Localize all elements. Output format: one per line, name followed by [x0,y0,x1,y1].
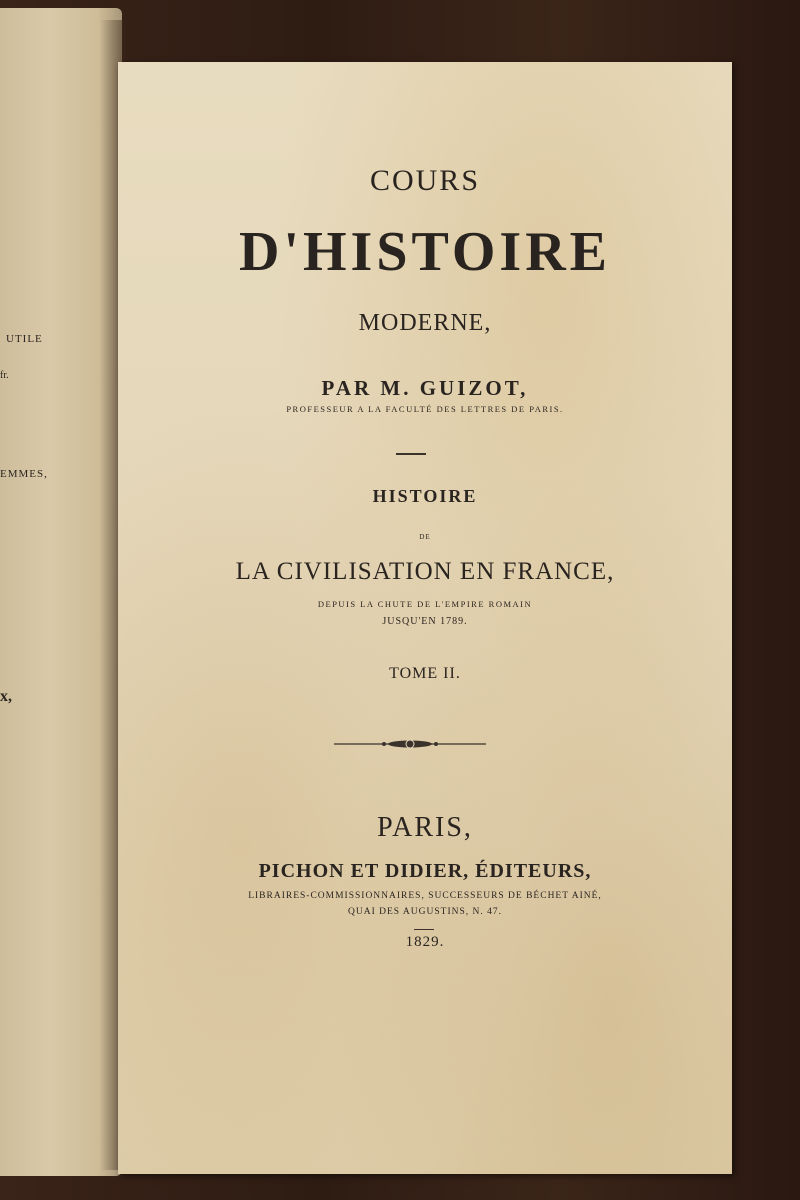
subtitle-jusquen: JUSQU'EN 1789. [382,616,468,627]
publication-year: 1829. [405,934,445,950]
author-name: PAR M. GUIZOT, [321,376,529,400]
short-divider [396,453,426,455]
title-line-moderne: MODERNE, [358,310,492,336]
publisher-address: QUAI DES AUGUSTINS, N. 47. [348,907,502,917]
publication-city: PARIS, [377,812,473,843]
author-role: PROFESSEUR A LA FACULTÉ DES LETTRES DE PARIS. [286,404,564,414]
publisher-description: LIBRAIRES-COMMISSIONNAIRES, SUCCESSEURS DE BÉCHET AINÉ, [248,891,602,901]
left-page-fragment: EMMES, [0,468,48,480]
left-page-fragment: fr. [0,370,9,381]
ornament-divider [334,738,486,750]
subtitle-depuis: DEPUIS LA CHUTE DE L'EMPIRE ROMAIN [317,599,533,609]
left-page-fragment: x, [0,688,12,705]
left-page-fragment: UTILE [6,333,43,345]
volume-number: TOME II. [389,665,461,682]
subtitle-de: DE [419,533,431,541]
subtitle-histoire: HISTOIRE [372,486,478,506]
title-line-histoire: D'HISTOIRE [239,221,611,283]
publisher-name: PICHON ET DIDIER, ÉDITEURS, [258,860,592,882]
title-page [118,62,732,1174]
subtitle-civilisation: LA CIVILISATION EN FRANCE, [235,558,615,585]
year-overline [414,929,434,930]
title-line-cours: COURS [369,164,481,197]
